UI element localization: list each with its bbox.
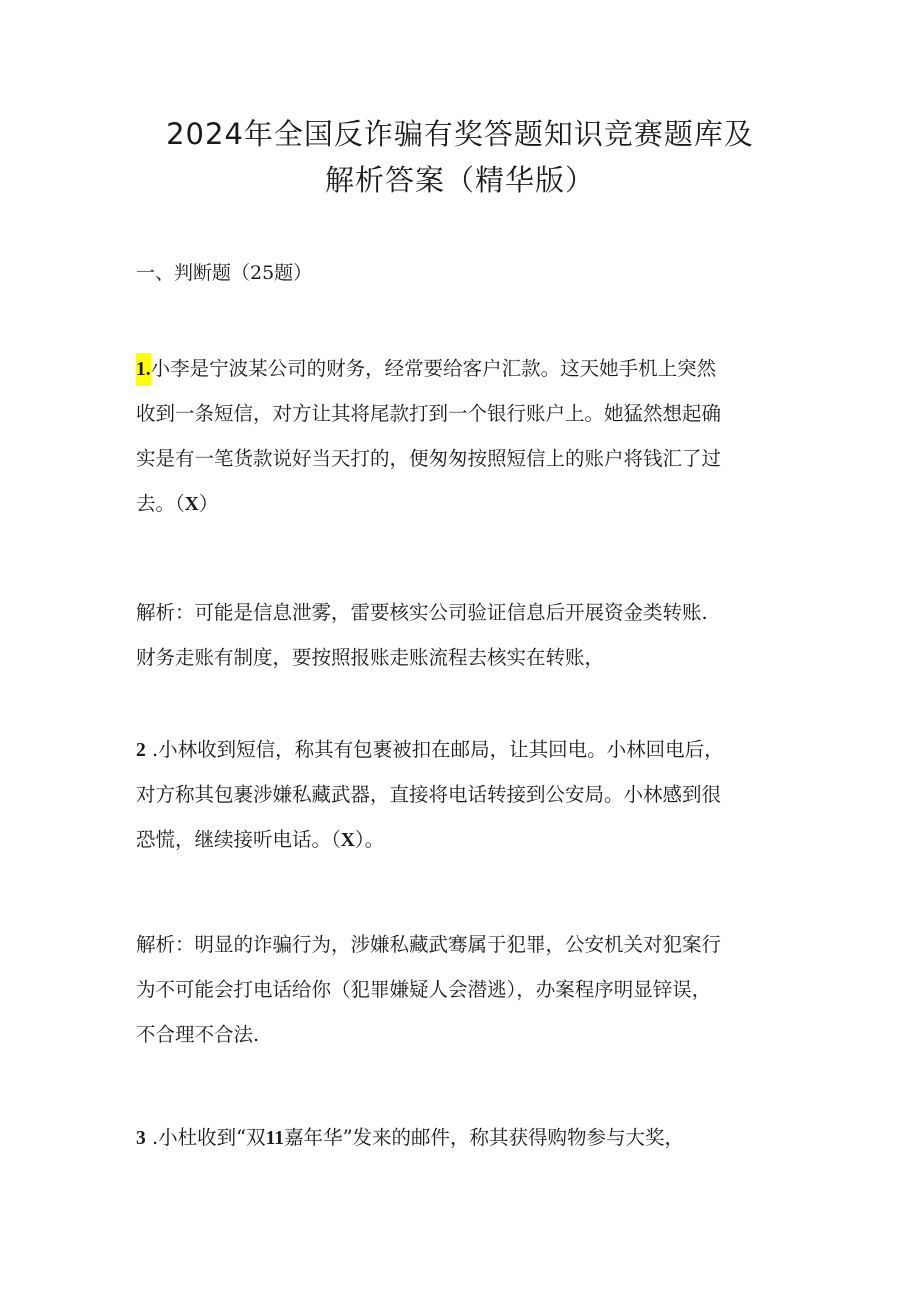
question-1-line-1	[136, 346, 796, 391]
question-1-line-2: 收到一条短信，对方让其将尾款打到一个银行账户上。她猛然想起确	[136, 402, 722, 425]
analysis-2	[136, 922, 796, 1057]
question-2-line-2: 对方称其包裹涉嫌私藏武器，直接将电话转接到公安局。小林感到很	[136, 783, 722, 806]
question-3-line-1	[136, 1115, 796, 1160]
analysis-2-line-2: 为不可能会打电话给你（犯罪嫌疑人会潜逃），办案程序明显锌误，	[136, 978, 712, 1001]
question-3-text-1: .小杜收到“双	[145, 1126, 266, 1149]
question-3-bold-number: 11	[265, 1128, 285, 1149]
question-1	[136, 346, 796, 526]
question-2-text-1: .小林收到短信，称其有包裹被扣在邮局，让其回电。小林回电后，	[145, 738, 724, 761]
question-1-line-3: 实是有一笔货款说好当天打的，便匆匆按照短信上的账户将钱汇了过	[136, 447, 722, 470]
question-2-number: 2	[136, 740, 146, 761]
question-3-number: 3	[136, 1128, 146, 1149]
question-1-text-4: 去。（	[136, 492, 185, 515]
document-title-line-2: 解析答案（精华版）	[324, 163, 595, 197]
question-1-answer: X	[184, 494, 199, 515]
question-1-text-1: 小李是宁波某公司的财务，经常要给客户汇款。这天她手机上突然	[150, 357, 717, 380]
question-2-line-3	[136, 817, 796, 862]
question-2-text-3-end: ）。	[354, 828, 385, 851]
question-1-line-4	[136, 481, 796, 526]
question-3	[136, 1115, 796, 1160]
question-2-text-3: 恐慌，继续接听电话。（	[136, 828, 341, 851]
section-heading: 一、判断题（25题）	[136, 262, 313, 284]
document-title-line-1: 2024年全国反诈骗有奖答题知识竞赛题库及	[166, 117, 754, 151]
question-1-text-4-end: ）	[198, 492, 219, 515]
question-2-line-1	[136, 727, 796, 772]
question-2-answer: X	[340, 830, 355, 851]
question-2	[136, 727, 796, 862]
question-3-text-1-end: 嘉年华”发来的邮件，称其获得购物参与大奖，	[284, 1126, 685, 1149]
analysis-1-line-1: 解析：可能是信息泄雾，雷要核实公司验证信息后开展资金类转账.	[136, 601, 708, 624]
analysis-1-line-2: 财务走账有制度，要按照报账走账流程去核实在转账，	[136, 646, 605, 669]
question-number-highlight: 1.	[136, 353, 151, 386]
analysis-2-line-1: 解析：明显的诈骗行为，涉嫌私藏武骞属于犯罪，公安机关对犯案行	[136, 933, 722, 956]
analysis-2-line-3: 不合理不合法.	[136, 1023, 260, 1046]
analysis-1	[136, 590, 796, 680]
